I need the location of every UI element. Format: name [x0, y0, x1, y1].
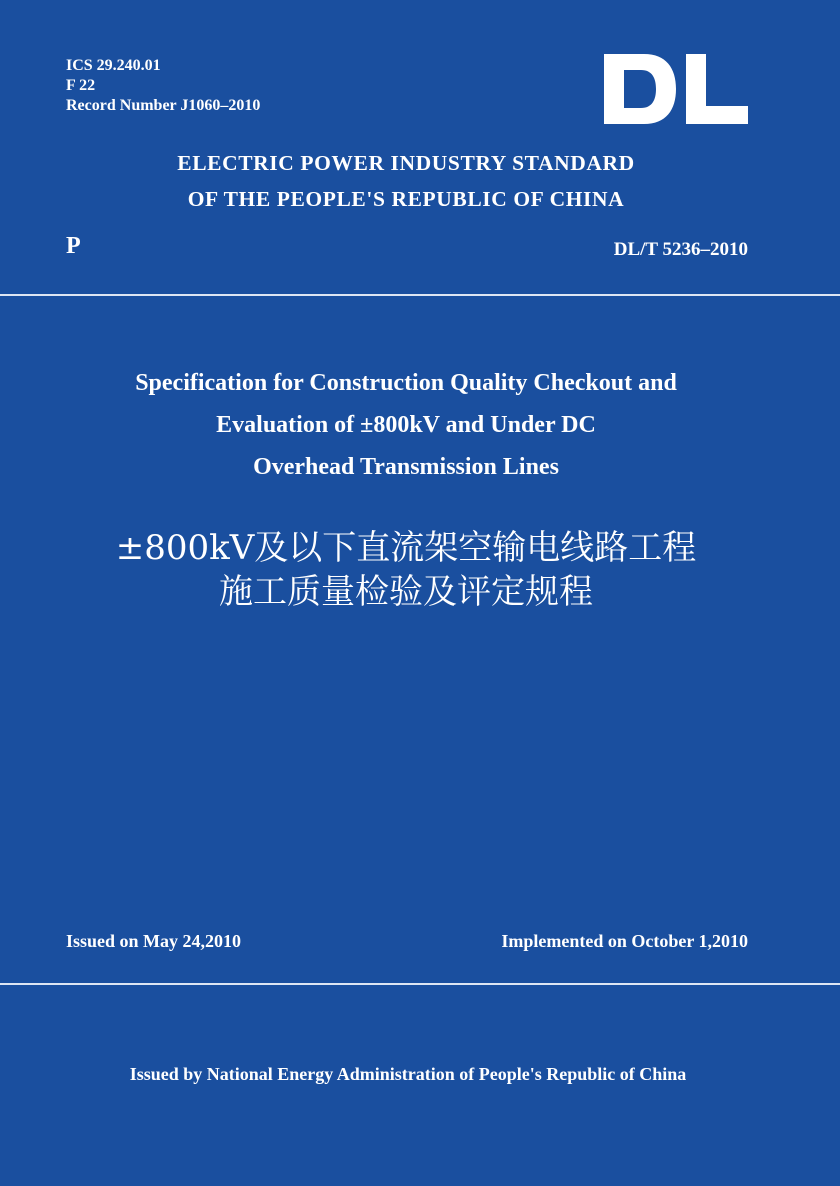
english-title-line-2: Evaluation of ±800kV and Under DC [216, 412, 596, 438]
english-title-line-3: Overhead Transmission Lines [253, 454, 559, 480]
category-letter: P [66, 233, 81, 259]
chinese-title-line-2: 施工质量检验及评定规程 [219, 572, 593, 612]
record-number: Record Number J1060–2010 [66, 97, 261, 114]
divider-top [0, 294, 840, 296]
classification-code: F 22 [66, 77, 96, 94]
standard-title-line-1: ELECTRIC POWER INDUSTRY STANDARD [177, 151, 635, 175]
english-title-line-1: Specification for Construction Quality Checkout and [135, 370, 677, 396]
standard-number: DL/T 5236–2010 [613, 239, 748, 260]
chinese-title-line-1: ±800kV及以下直流架空输电线路工程 [115, 528, 697, 568]
dl-logo-icon [604, 54, 748, 124]
implemented-date: Implemented on October 1,2010 [501, 931, 748, 951]
standard-title-line-2: OF THE PEOPLE'S REPUBLIC OF CHINA [187, 187, 625, 211]
divider-bottom [0, 983, 840, 985]
issued-date: Issued on May 24,2010 [66, 931, 242, 951]
ics-code: ICS 29.240.01 [66, 57, 161, 74]
issuing-authority: Issued by National Energy Administration of People's Republic of China [129, 1064, 687, 1084]
